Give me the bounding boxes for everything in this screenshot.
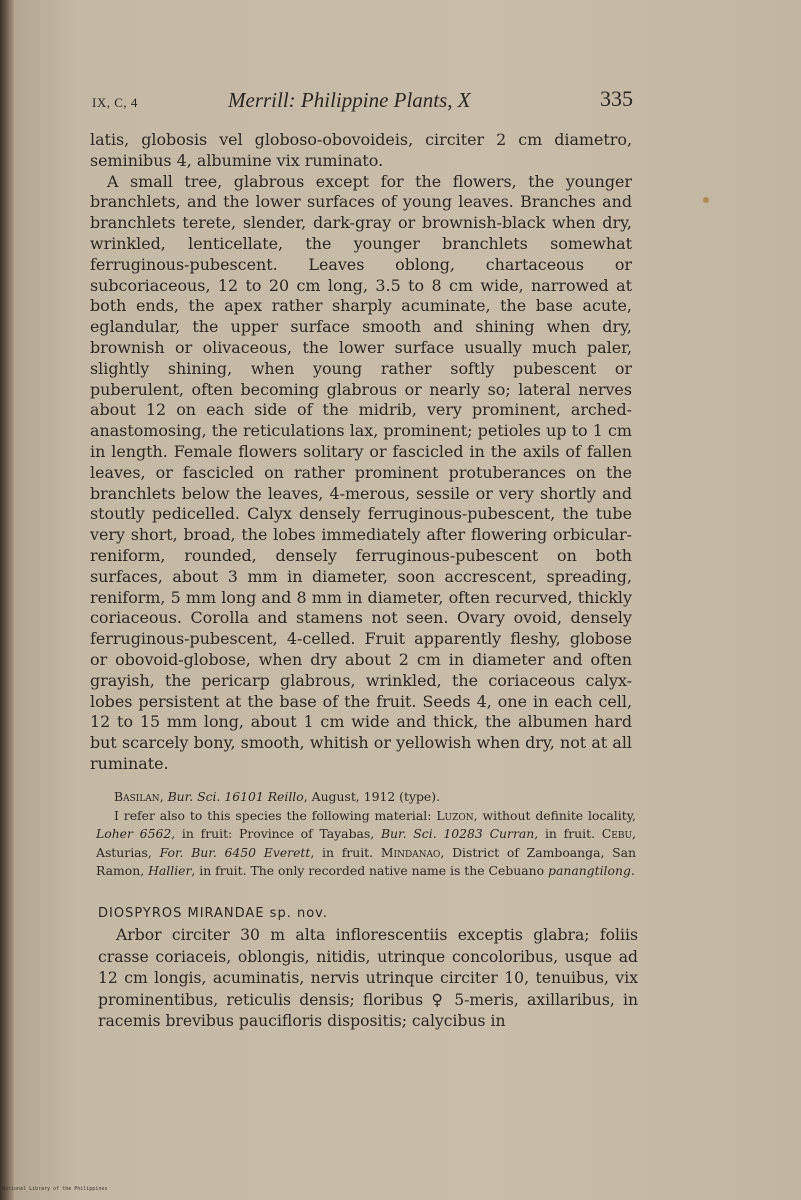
type-specimen: Basilan, Bur. Sci. 16101 Reillo, August, 1912 (type). xyxy=(114,789,441,804)
species-heading: DIOSPYROS MIRANDAE sp. nov. xyxy=(98,906,328,921)
locality-cebu: Cebu xyxy=(601,826,633,841)
collection-curran: Bur. Sci. 10283 Curran xyxy=(380,826,535,841)
collection-hallier: Hallier xyxy=(148,863,192,878)
running-header xyxy=(88,88,633,116)
type-collection: Bur. Sci. 16101 Reillo xyxy=(167,789,304,804)
running-title: Merrill: Philippine Plants, X xyxy=(228,88,471,112)
locality-mindanao: Mindanao xyxy=(380,844,441,860)
page-number: 335 xyxy=(600,86,633,111)
locality-basilan: Basilan xyxy=(114,789,160,804)
collection-loher: Loher 6562 xyxy=(96,826,172,841)
book-binding-edge xyxy=(0,0,14,1200)
english-description: A small tree, glabrous except for the flowers, the younger branchlets, and the lower surfaces of young leaves. Branches and branchlets terete, slender, dark-gray or brownish-black when dry, wrinkled, lenticellate, the younger branchlets somewhat ferruginous-pubescent. Leaves oblong, chartaceous or subcoriaceous, 12 to 20 cm long, 3.5 to 8 cm wide, narrowed at both ends, the apex rather sharply acuminate, the base acute, eglandular, the upper surface smooth and shining when dry, brownish or olivaceous, the lower surface usually much paler, slightly shining, when young rather softly pubescent or puberulent, often becoming glabrous or nearly so; lateral nerves about 12 on each side of the midrib, very prominent, arched-anastomosing, the reticulations lax, prominent; petioles up to 1 cm in length. Female flowers solitary or fascicled in the axils of fallen leaves, or fascicled on rather prominent protuberances on the branchlets below the leaves, 4-merous, sessile or very shortly and stoutly pedicelled. Calyx densely ferruginous-pubescent, the tube very short, broad, the lobes immediately after flowering orbicular-reniform, rounded, densely ferruginous-pubescent on both surfaces, about 3 mm in diameter, soon accrescent, spreading, reniform, 5 mm long and 8 mm in diameter, often recurved, thickly coriaceous. Corolla and stamens not seen. Ovary ovoid, densely ferruginous-pubescent, 4-celled. Fruit apparently fleshy, globose or obovoid-globose, when dry about 2 cm in diameter and often grayish, the pericarp glabrous, wrinkled, the coriaceous calyx-lobes persistent at the base of the fruit. Seeds 4, one in each cell, 12 to 15 mm long, about 1 cm wide and thick, the albumen hard but scarcely bony, smooth, whitish or yellowish when dry, not at all ruminate. xyxy=(90,171,632,773)
collection-everett: For. Bur. 6450 Everett xyxy=(159,844,311,860)
native-name: panangtilong xyxy=(548,863,631,878)
library-stamp: National Library of the Philippines xyxy=(2,1186,108,1192)
additional-material: I refer also to this species the following material: Luzon, without definite locality, Loher 6562, in fruit: Province of Tayabas, Bur. Sci. 10283 Curran, in fruit. Cebu, Asturias, For. Bur. 6450 Everett, in fruit. Mindanao, District of Zamboanga, San Ramon, Hallier, in fruit. The only recorded native name is the Cebuano panangtilong. xyxy=(96,807,636,878)
latin-diagnosis-text: Arbor circiter 30 m alta inflorescentiis exceptis glabra; foliis crasse coriaceis, oblongis, nitidis, utrinque concoloribus, usque ad 12 cm longis, acuminatis, nervis utrinque circiter 10, tenuibus, vix prominentibus, reticulis densis; floribus ♀ 5-meris, axillaribus, in racemis brevibus paucifloris dispositis; calycibus in xyxy=(98,926,638,1031)
locality-luzon: Luzon xyxy=(436,807,474,823)
latin-fruit-continuation: latis, globosis vel globoso-obovoideis, circiter 2 cm diametro, seminibus 4, albumine vix ruminato. xyxy=(90,130,632,170)
section-label: IX, C, 4 xyxy=(92,95,138,110)
main-description xyxy=(90,130,632,775)
latin-diagnosis xyxy=(98,925,638,1033)
paper-stain-mark xyxy=(703,197,709,203)
specimen-citations xyxy=(96,788,636,881)
